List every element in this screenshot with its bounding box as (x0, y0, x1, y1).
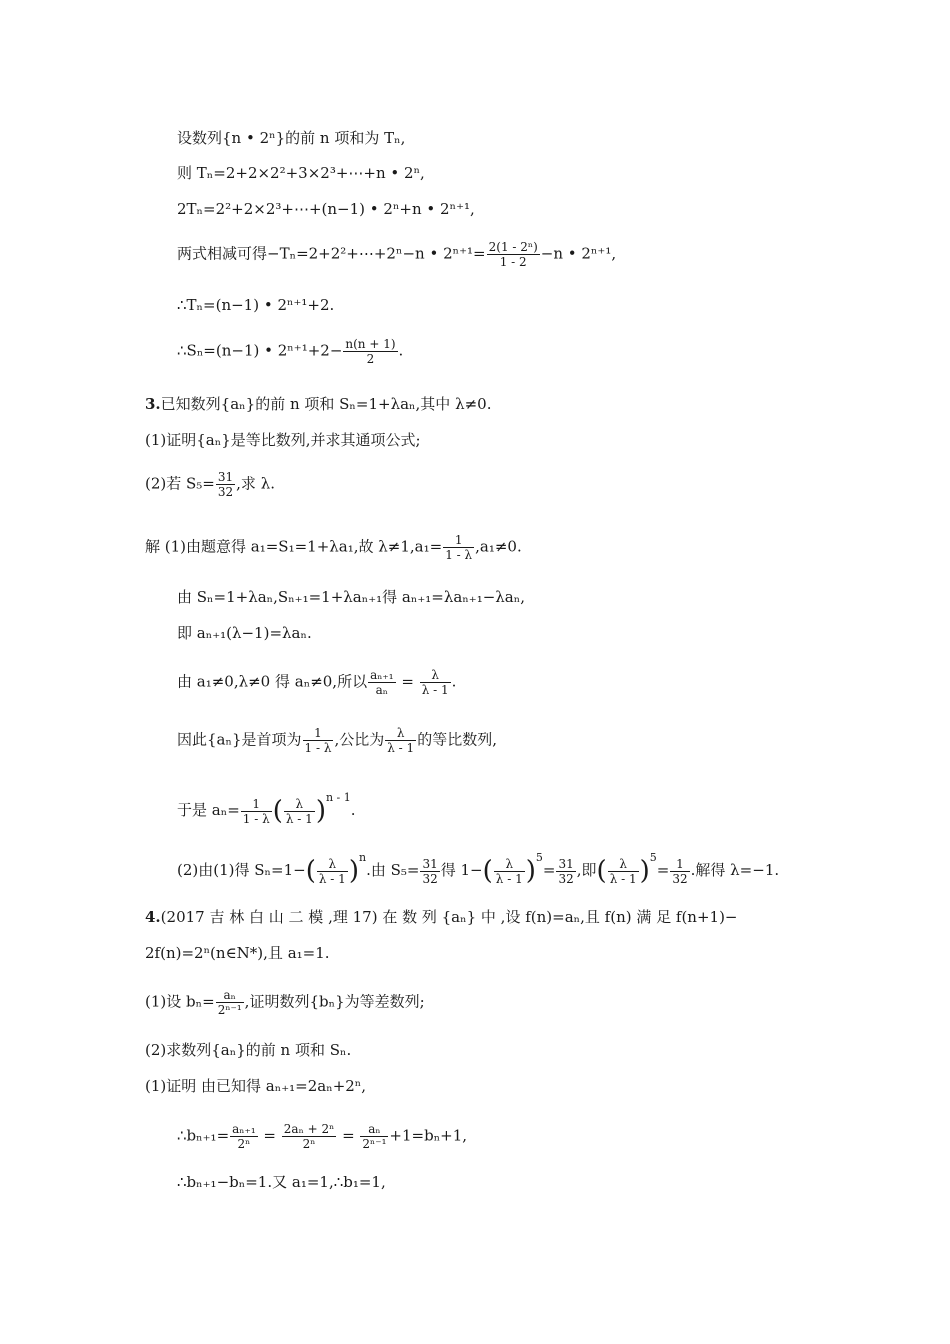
text-segment: . (451, 672, 457, 691)
denominator: λ - 1 (318, 871, 346, 886)
paren-close: ) (639, 856, 650, 886)
fraction (216, 988, 244, 1017)
text-line (177, 240, 616, 269)
text-line (145, 988, 425, 1017)
text-line: 则 Tₙ=2+2×2²+3×2³+⋯+n • 2ⁿ, (177, 164, 425, 182)
text-segment: 两式相减可得−Tₙ=2+2²+⋯+2ⁿ−n • 2ⁿ⁺¹= (177, 244, 486, 263)
fraction (670, 857, 689, 886)
text-segment: +1=bₙ+1, (389, 1126, 468, 1145)
denominator: λ - 1 (609, 871, 637, 886)
numerator: λ (284, 797, 315, 812)
question-number: 3. (145, 395, 161, 413)
text-segment: ,证明数列{bₙ}为等差数列; (244, 992, 425, 1011)
denominator: 2ⁿ⁻¹ (362, 1137, 387, 1151)
text-segment: 得 1− (440, 861, 483, 879)
paren-open: ( (482, 856, 493, 886)
denominator: aₙ (375, 683, 388, 697)
text-line (145, 470, 275, 499)
numerator: aₙ₊₁ (370, 668, 394, 682)
denominator: 32 (672, 871, 688, 886)
fraction (368, 668, 396, 697)
denominator: 1 - λ (304, 741, 332, 755)
text-line (177, 848, 779, 886)
fraction (317, 857, 348, 886)
fraction (343, 337, 397, 366)
text-segment: (1)设 bₙ= (145, 992, 215, 1011)
fraction (282, 1122, 337, 1151)
denominator: 2ⁿ (302, 1137, 316, 1151)
text-line (177, 1122, 467, 1151)
text-line (177, 337, 403, 366)
denominator: λ - 1 (285, 811, 313, 826)
numerator: 2aₙ + 2ⁿ (283, 1122, 335, 1136)
question-3 (145, 394, 491, 414)
text-segment: . (350, 801, 356, 819)
denominator: 2ⁿ (237, 1137, 251, 1151)
question-text: 已知数列{aₙ}的前 n 项和 Sₙ=1+λaₙ,其中 λ≠0. (160, 395, 492, 413)
fraction (420, 857, 439, 886)
numerator: λ (420, 668, 451, 683)
numerator: aₙ (216, 988, 244, 1003)
question-number: 4. (145, 908, 161, 926)
text-segment: (2)若 S₅= (145, 474, 215, 493)
fraction (216, 470, 235, 499)
denominator: 32 (217, 485, 234, 499)
denominator: 2 (366, 352, 375, 366)
text-line: 由 Sₙ=1+λaₙ,Sₙ₊₁=1+λaₙ₊₁得 aₙ₊₁=λaₙ₊₁−λaₙ, (177, 588, 526, 606)
paren-open: ( (305, 856, 316, 886)
text-line: 即 aₙ₊₁(λ−1)=λaₙ. (177, 624, 312, 642)
text-line: 2f(n)=2ⁿ(n∈N*),且 a₁=1. (145, 944, 330, 962)
numerator: 31 (422, 856, 438, 871)
denominator: 1 - 2 (499, 255, 527, 269)
text-segment: 因此{aₙ}是首项为 (177, 730, 302, 749)
numerator: λ (385, 726, 416, 741)
fraction (230, 1122, 258, 1151)
paren-open: ( (272, 796, 283, 826)
numerator: 1 (443, 533, 474, 548)
text-line: 由 a₁≠0,λ≠0 得 aₙ≠0,所以 $\frac{\text{aₙ₊₁}}{\text{aₙ}}$ = $\frac{\lambda}{\lambda - 1}$ . (177, 668, 457, 697)
fraction (385, 726, 416, 755)
fraction (494, 857, 525, 886)
numerator: λ (608, 857, 639, 872)
text-segment: = (342, 1126, 355, 1145)
text-line: ∴bₙ₊₁−bₙ=1.又 a₁=1,∴b₁=1, (177, 1173, 386, 1191)
denominator: 32 (422, 871, 438, 886)
exponent: n (358, 851, 367, 864)
text-segment: ,即 (576, 861, 597, 879)
fraction (608, 857, 639, 886)
text-segment: 于是 aₙ= (177, 801, 240, 819)
numerator: 1 (303, 726, 334, 741)
text-segment: 解 (1)由题意得 a₁=S₁=1+λa₁,故 λ≠1,a₁= (145, 537, 443, 556)
fraction (487, 240, 540, 269)
text-segment: ,公比为 (334, 730, 385, 749)
text-segment: . (398, 341, 404, 360)
text-line: ∴Tₙ=(n−1) • 2ⁿ⁺¹+2. (177, 296, 335, 314)
text-line: (1)证明{aₙ}是等比数列,并求其通项公式; (145, 431, 421, 449)
exponent: 5 (535, 851, 543, 864)
denominator: 2ⁿ⁻¹ (217, 1003, 242, 1017)
text-line (177, 726, 497, 755)
text-segment: .由 S₅= (366, 861, 420, 879)
text-segment: (2)由(1)得 Sₙ=1− (177, 861, 306, 879)
text-segment: 的等比数列, (417, 730, 497, 749)
text-segment: ∴bₙ₊₁= (177, 1126, 230, 1145)
denominator: λ - 1 (421, 683, 449, 697)
text-segment: ∴Sₙ=(n−1) • 2ⁿ⁺¹+2− (177, 341, 343, 360)
question-4 (145, 907, 738, 927)
paren-close: ) (525, 856, 536, 886)
text-segment: = (263, 1126, 276, 1145)
text-segment: = (542, 861, 556, 879)
text-segment: −n • 2ⁿ⁺¹, (540, 244, 617, 263)
question-text: (2017 吉 林 白 山 二 模 ,理 17) 在 数 列 {aₙ} 中 ,设 f(n)=aₙ,且 f(n) 满 足 f(n+1)− (160, 908, 738, 926)
text-line: 2Tₙ=2²+2×2³+⋯+(n−1) • 2ⁿ+n • 2ⁿ⁺¹, (177, 200, 475, 218)
paren-close: ) (315, 796, 326, 826)
text-segment: ,a₁≠0. (475, 537, 522, 556)
denominator: λ - 1 (495, 871, 523, 886)
numerator: λ (317, 857, 348, 872)
text-line: (2)求数列{aₙ}的前 n 项和 Sₙ. (145, 1041, 352, 1059)
numerator: aₙ₊₁ (232, 1122, 256, 1136)
numerator: 1 (241, 797, 272, 812)
fraction (420, 668, 451, 697)
text-line: 设数列{n • 2ⁿ}的前 n 项和为 Tₙ, (177, 129, 406, 147)
fraction (284, 797, 315, 826)
text-line: (1)证明 由已知得 aₙ₊₁=2aₙ+2ⁿ, (145, 1077, 367, 1095)
text-line (177, 788, 356, 826)
text-segment: .解得 λ=−1. (690, 861, 780, 879)
fraction (303, 726, 334, 755)
fraction (360, 1122, 388, 1151)
numerator: 2(1 - 2ⁿ) (488, 240, 538, 254)
exponent: n - 1 (325, 791, 351, 804)
text-segment: ,求 λ. (236, 474, 275, 493)
text-segment: 由 a₁≠0,λ≠0 得 aₙ≠0,所以 (177, 672, 368, 691)
numerator: λ (494, 857, 525, 872)
numerator: 1 (670, 857, 689, 872)
paren-open: ( (596, 856, 607, 886)
fraction (241, 797, 272, 826)
numerator: 31 (558, 856, 574, 871)
denominator: 1 - λ (242, 811, 270, 826)
numerator: n(n + 1) (345, 337, 396, 351)
numerator: 31 (217, 470, 234, 484)
denominator: λ - 1 (387, 741, 415, 755)
text-line (145, 533, 522, 562)
paren-close: ) (348, 856, 359, 886)
denominator: 1 - λ (445, 548, 473, 562)
exponent: 5 (649, 851, 657, 864)
text-segment: = (656, 861, 670, 879)
denominator: 32 (558, 871, 574, 886)
fraction (556, 857, 575, 886)
fraction (443, 533, 474, 562)
numerator: aₙ (360, 1122, 388, 1137)
